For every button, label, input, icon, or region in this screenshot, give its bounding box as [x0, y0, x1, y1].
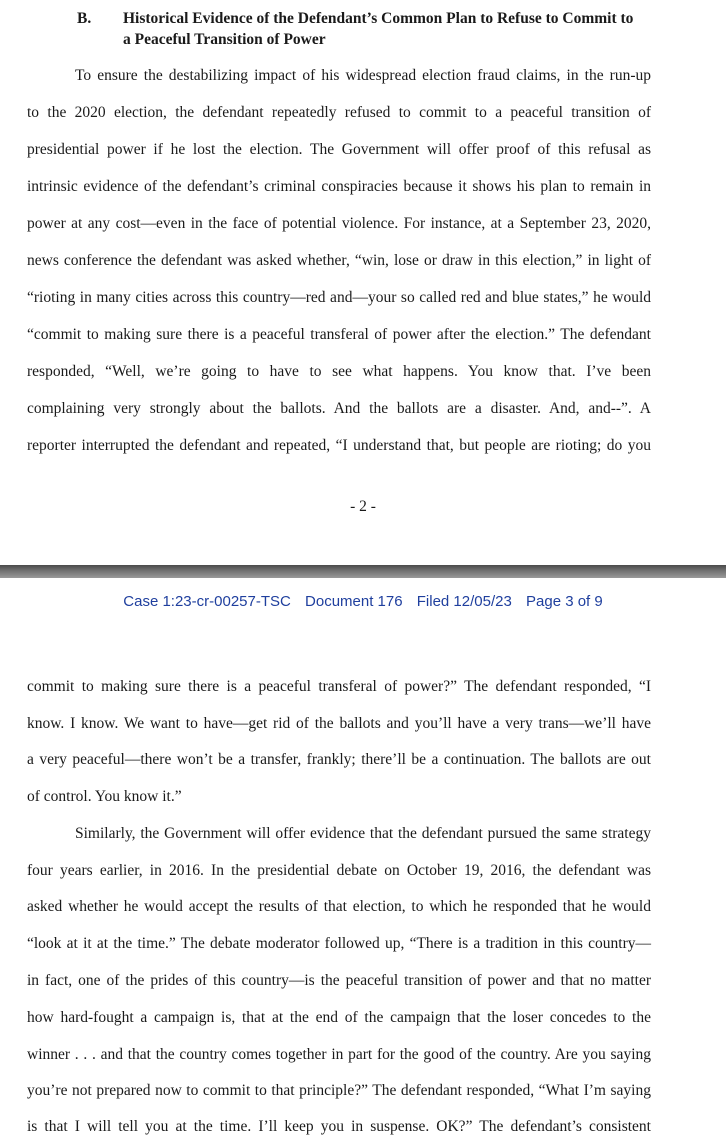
document-number: Document 176 — [305, 593, 403, 610]
filed-date: Filed 12/05/23 — [416, 593, 512, 610]
text-line: commit to making sure there is a peaceful transferal of power?” The defendant responded, “I — [27, 678, 651, 695]
section-number: B. — [77, 10, 92, 27]
document-page-2 — [0, 0, 726, 565]
text-line: winner . . . and that the country comes together in part for the good of the country. Are you saying — [27, 1046, 651, 1063]
text-line: complaining very strongly about the ballots. And the ballots are a disaster. And, and--”. A — [27, 400, 651, 417]
text-line: reporter interrupted the defendant and repeated, “I understand that, but people are rioting; do you — [27, 437, 651, 454]
text-line: intrinsic evidence of the defendant’s criminal conspiracies because it shows his plan to remain in — [27, 178, 651, 195]
text-line: four years earlier, in 2016. In the presidential debate on October 19, 2016, the defendant was — [27, 862, 651, 879]
text-line: news conference the defendant was asked whether, “win, lose or draw in this election,” in light of — [27, 252, 651, 269]
text-line: asked whether he would accept the results of that election, to which he responded that he would — [27, 898, 651, 915]
case-header — [0, 593, 726, 610]
page-number: - 2 - — [350, 498, 376, 515]
text-line: know. I know. We want to have—get rid of the ballots and you’ll have a very trans—we’ll have — [27, 715, 651, 732]
text-line: of control. You know it.” — [27, 788, 182, 805]
text-line: in fact, one of the prides of this country—is the peaceful transition of power and that no matter — [27, 972, 651, 989]
text-line: “rioting in many cities across this country—red and—your so called red and blue states,” he would — [27, 289, 651, 306]
text-line: presidential power if he lost the election. The Government will offer proof of this refusal as — [27, 141, 651, 158]
section-title-line-1: Historical Evidence of the Defendant’s Common Plan to Refuse to Commit to — [123, 10, 634, 27]
section-title-line-2: a Peaceful Transition of Power — [123, 31, 326, 48]
text-line: how hard-fought a campaign is, that at the end of the campaign that the loser concedes to the — [27, 1009, 651, 1026]
page-indicator: Page 3 of 9 — [526, 593, 603, 610]
text-line: power at any cost—even in the face of potential violence. For instance, at a September 23, 2020, — [27, 215, 651, 232]
text-line: is that I will tell you at the time. I’ll keep you in suspense. OK?” The defendant’s consistent — [27, 1118, 651, 1135]
text-line: you’re not prepared now to commit to that principle?” The defendant responded, “What I’m saying — [27, 1082, 651, 1099]
text-line: a very peaceful—there won’t be a transfer, frankly; there’ll be a continuation. The ballots are out — [27, 751, 651, 768]
text-line: to the 2020 election, the defendant repeatedly refused to commit to a peaceful transition of — [27, 104, 651, 121]
text-line: Similarly, the Government will offer evidence that the defendant pursued the same strategy — [75, 825, 651, 842]
text-line: “commit to making sure there is a peaceful transferal of power after the election.” The defendant — [27, 326, 651, 343]
case-number: Case 1:23-cr-00257-TSC — [123, 593, 291, 610]
page-divider — [0, 565, 726, 578]
text-line: “look at it at the time.” The debate moderator followed up, “There is a tradition in this country— — [27, 935, 651, 952]
text-line: To ensure the destabilizing impact of his widespread election fraud claims, in the run-up — [75, 67, 651, 84]
section-title — [123, 8, 683, 50]
text-line: responded, “Well, we’re going to have to see what happens. You know that. I’ve been — [27, 363, 651, 380]
